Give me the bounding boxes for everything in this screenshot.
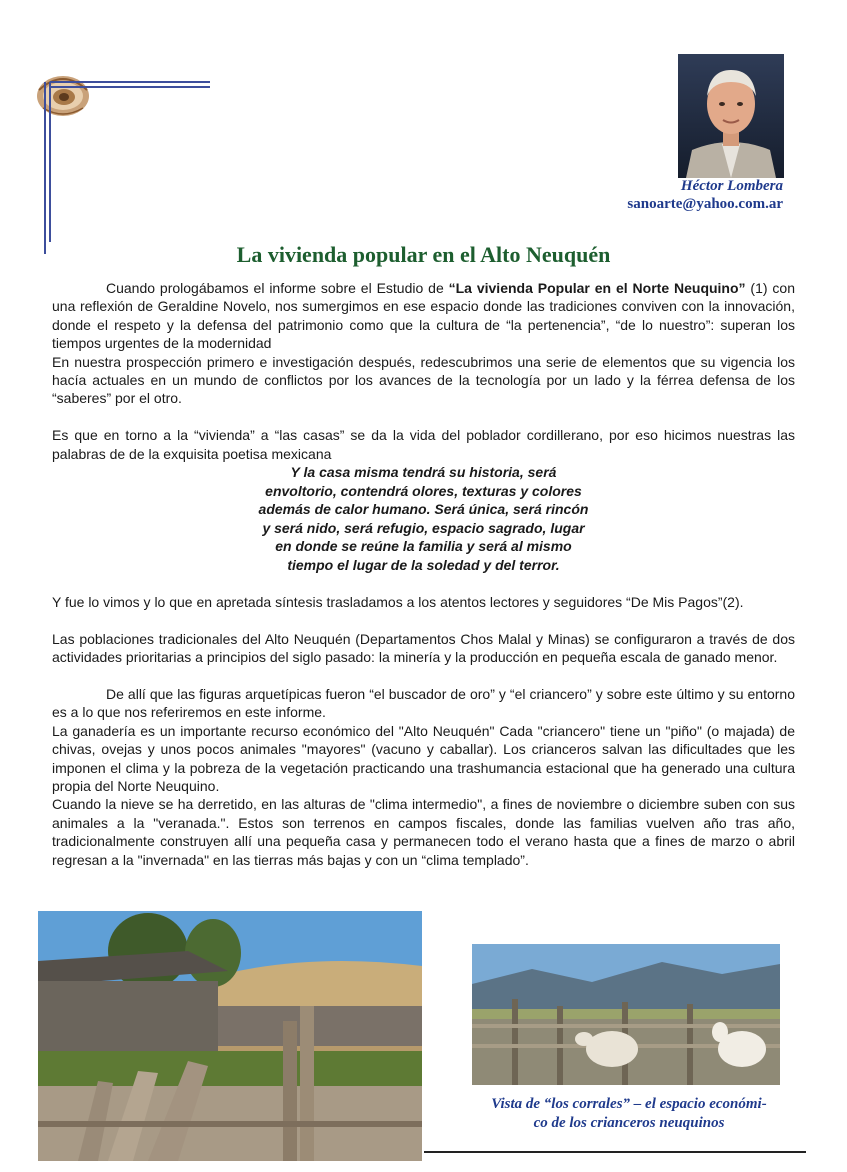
study-title-bold: “La vivienda Popular en el Norte Neuquino” bbox=[448, 280, 746, 296]
author-photo bbox=[678, 54, 784, 178]
poem-line: tiempo el lugar de la soledad y del terror. bbox=[287, 557, 560, 574]
decorative-line bbox=[50, 86, 210, 88]
decorative-line bbox=[49, 82, 51, 242]
poem-line: Y la casa misma tendrá su historia, será bbox=[290, 464, 557, 481]
caption-line: Vista de “los corrales” – el espacio económi- bbox=[491, 1096, 767, 1112]
paragraph: Las poblaciones tradicionales del Alto Neuquén (Departamentos Chos Malal y Minas) se configuraron a través de dos actividades prioritarias a principios del siglo pasado: la minería y la producción en pequeña escala de ganado menor. bbox=[52, 630, 795, 666]
poem-quote bbox=[52, 463, 795, 575]
caption-divider bbox=[424, 1151, 806, 1153]
paragraph bbox=[52, 279, 795, 353]
author-email: sanoarte@yahoo.com.ar bbox=[627, 196, 783, 212]
author-name: Héctor Lombera bbox=[680, 178, 783, 194]
paragraph: Y fue lo vimos y lo que en apretada síntesis trasladamos a los atentos lectores y seguidores “De Mis Pagos”(2). bbox=[52, 594, 744, 610]
paragraph: La ganadería es un importante recurso económico del "Alto Neuquén" Cada "criancero" tiene un "piño" (o majada) de chivas, ovejas y unos pocos animales "mayores" (vacuno y caballar). Los crianceros salvan las dificultades que les imponen el clima y la pobreza de la vegetación practicando una trashumancia estacional que ha generado una cultura propia del Norte Neuquino. bbox=[52, 722, 795, 795]
corral-house-photo bbox=[38, 911, 422, 1161]
poem-line: y será nido, será refugio, espacio sagrado, lugar bbox=[262, 519, 585, 536]
paragraph: Cuando la nieve se ha derretido, en las alturas de "clima intermedio", a fines de noviembre o diciembre suben con sus animales a la "veranada.". Estos son terrenos en campos fiscales, donde las familias vuelven año tras año, tradicionalmente construyen allí una pequeña casa y permanecen todo el verano hasta que a fines de marzo o abril regresan a la "invernada" en las tierras más bajas y con un “clima templado”. bbox=[52, 796, 795, 868]
poem-line: envoltorio, contendrá olores, texturas y colores bbox=[265, 482, 582, 499]
shell-ornament-icon bbox=[33, 70, 93, 118]
paragraph: Es que en torno a la “vivienda” a “las casas” se da la vida del poblador cordillerano, por eso hicimos nuestras las palabras de de la exquisita poetisa mexicana bbox=[52, 427, 795, 462]
caption-line: co de los crianceros neuquinos bbox=[533, 1115, 725, 1131]
article-body bbox=[52, 279, 795, 869]
photo-caption bbox=[430, 1095, 828, 1133]
paragraph: De allí que las figuras arquetípicas fueron “el buscador de oro” y “el criancero” y sobre este último y su entorno es a lo que nos referiremos en este informe. bbox=[52, 686, 795, 721]
article-title: La vivienda popular en el Alto Neuquén bbox=[236, 242, 611, 267]
corrals-goats-photo bbox=[472, 944, 780, 1085]
decorative-line bbox=[50, 81, 210, 83]
paragraph-text: Cuando prologábamos el informe sobre el Estudio de bbox=[106, 280, 449, 296]
poem-line: en donde se reúne la familia y será al mismo bbox=[275, 538, 572, 555]
poem-line: además de calor humano. Será única, será rincón bbox=[258, 501, 589, 518]
decorative-line bbox=[44, 82, 46, 254]
paragraph-text: (1) con una reflexión de Geraldine Novelo, nos sumergimos en ese espacio donde las tradiciones conviven con la innovación, donde el respeto y la defensa del patrimonio como que la cultura de “la pertenencia”, “de lo nuestro”: superan los tiempos urgentes de la modernidad bbox=[52, 280, 796, 352]
paragraph: En nuestra prospección primero e investigación después, redescubrimos una serie de elementos que su vigencia los hacía actuales en un mundo de conflictos por los avances de la tecnología por un lado y la férrea defensa de los “saberes” por el otro. bbox=[52, 353, 795, 407]
